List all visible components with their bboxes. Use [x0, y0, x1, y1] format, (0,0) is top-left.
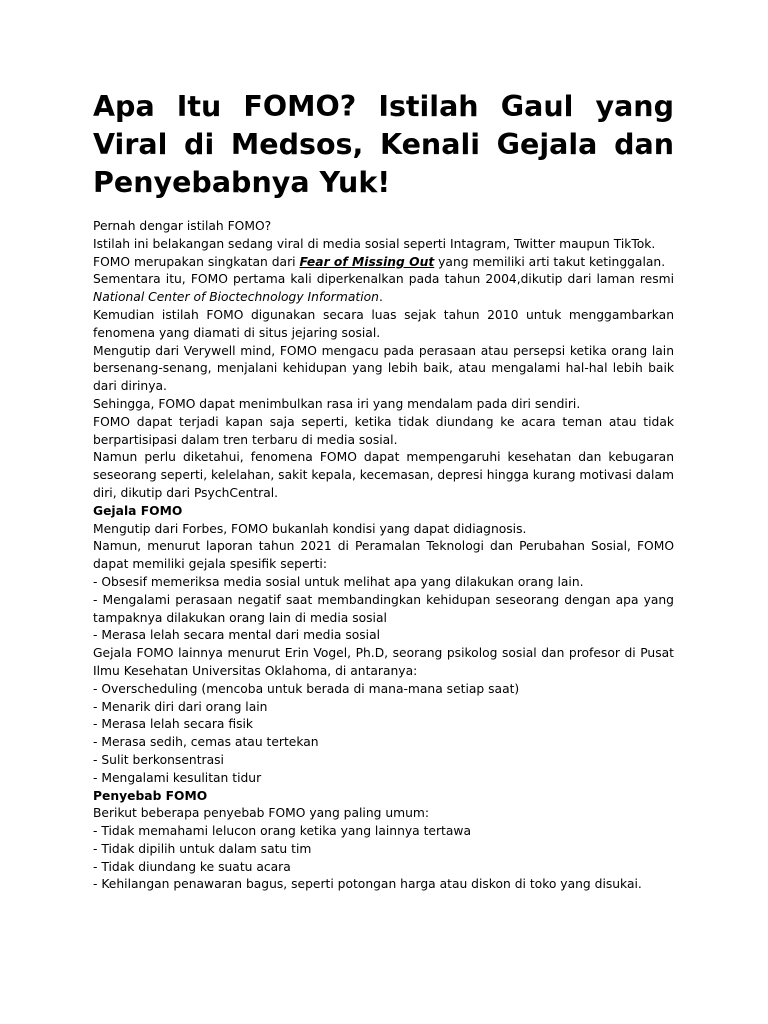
- list-item: - Merasa lelah secara fisik: [93, 717, 254, 732]
- intro-paragraph: Namun perlu diketahui, fenomena FOMO dapat mempengaruhi kesehatan dan kebugaran seseorang seperti, kelelahan, sakit kepala, kecemasan, depresi hingga kurang motivasi dalam diri, dikutip dari PsychCentral.: [93, 450, 674, 500]
- intro-paragraph: Mengutip dari Verywell mind, FOMO mengacu pada perasaan atau persepsi ketika orang lain bersenang-senang, menjalani kehidupan yang lebih baik, atau mengalami hal-hal lebih baik dari dirinya.: [93, 343, 674, 394]
- history-text: .: [378, 290, 383, 305]
- list-item: - Kehilangan penawaran bagus, seperti potongan harga atau diskon di toko yang disukai.: [93, 877, 642, 892]
- definition-text: yang memiliki arti takut ketinggalan.: [434, 254, 666, 269]
- intro-paragraph: Kemudian istilah FOMO digunakan secara luas sejak tahun 2010 untuk menggambarkan fenomena yang diamati di situs jejaring sosial.: [93, 307, 674, 340]
- list-item: - Tidak diundang ke suatu acara: [93, 859, 291, 874]
- article-body: [93, 218, 674, 894]
- fomo-term: Fear of Missing Out: [299, 254, 435, 269]
- source-name: National Center of Bioctechnology Information: [93, 290, 379, 305]
- intro-paragraph: Pernah dengar istilah FOMO?: [93, 219, 272, 233]
- history-paragraph: [93, 271, 674, 307]
- intro-paragraph: FOMO dapat terjadi kapan saja seperti, ketika tidak diundang ke acara teman atau tidak berpartisipasi dalam tren terbaru di media sosial.: [93, 414, 674, 447]
- list-item: - Merasa lelah secara mental dari media sosial: [93, 628, 381, 643]
- definition-text: FOMO merupakan singkatan dari: [93, 254, 300, 269]
- list-item: - Tidak memahami lelucon orang ketika yang lainnya tertawa: [93, 824, 471, 839]
- list-item: - Mengalami perasaan negatif saat membandingkan kehidupan seseorang dengan apa yang tampaknya dilakukan orang lain di media sosial: [93, 592, 674, 625]
- list-item: - Mengalami kesulitan tidur: [93, 770, 262, 785]
- list-item: - Overscheduling (mencoba untuk berada di mana-mana setiap saat): [93, 681, 520, 696]
- gejala-paragraph: Mengutip dari Forbes, FOMO bukanlah kondisi yang dapat didiagnosis.: [93, 521, 527, 536]
- gejala-paragraph: Namun, menurut laporan tahun 2021 di Peramalan Teknologi dan Perubahan Sosial, FOMO dapat memiliki gejala spesifik seperti:: [93, 539, 674, 572]
- gejala-paragraph: Gejala FOMO lainnya menurut Erin Vogel, Ph.D, seorang psikolog sosial dan profesor di Pusat Ilmu Kesehatan Universitas Oklahoma, di antaranya:: [93, 646, 674, 678]
- list-item: - Merasa sedih, cemas atau tertekan: [93, 735, 319, 750]
- section-heading-penyebab: Penyebab FOMO: [93, 788, 208, 803]
- definition-paragraph: [93, 254, 674, 272]
- history-text: Sementara itu, FOMO pertama kali diperkenalkan pada tahun 2004,dikutip dari laman resmi: [93, 272, 674, 287]
- article-title: Apa Itu FOMO? Istilah Gaul yang Viral di Medsos, Kenali Gejala dan Penyebabnya Yuk!: [93, 90, 674, 199]
- list-item: - Sulit berkonsentrasi: [93, 752, 224, 767]
- penyebab-paragraph: Berikut beberapa penyebab FOMO yang paling umum:: [93, 806, 430, 821]
- list-item: - Obsesif memeriksa media sosial untuk melihat apa yang dilakukan orang lain.: [93, 574, 584, 589]
- intro-paragraph: Istilah ini belakangan sedang viral di media sosial seperti Intagram, Twitter maupun TikTok.: [93, 236, 656, 251]
- section-heading-gejala: Gejala FOMO: [93, 503, 183, 518]
- document-page: [93, 88, 674, 894]
- list-item: - Menarik diri dari orang lain: [93, 699, 268, 714]
- intro-paragraph: Sehingga, FOMO dapat menimbulkan rasa iri yang mendalam pada diri sendiri.: [93, 396, 581, 411]
- list-item: - Tidak dipilih untuk dalam satu tim: [93, 841, 312, 856]
